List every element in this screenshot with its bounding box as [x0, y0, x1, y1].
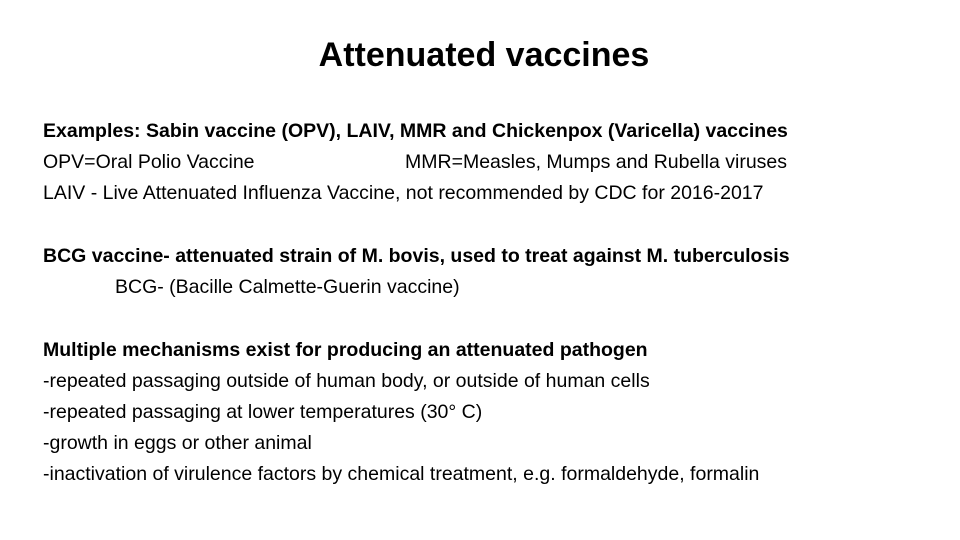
mmr-definition: MMR=Measles, Mumps and Rubella viruses [405, 151, 788, 173]
examples-section [43, 116, 788, 209]
examples-line: Examples: Sabin vaccine (OPV), LAIV, MMR and Chickenpox (Varicella) vaccines [43, 120, 788, 142]
slide-title: Attenuated vaccines [318, 36, 650, 74]
bcg-section [43, 241, 790, 303]
laiv-definition: LAIV - Live Attenuated Influenza Vaccine, not recommended by CDC for 2016-2017 [43, 182, 764, 204]
abbreviation-row [43, 147, 788, 178]
mechanism-item: -repeated passaging at lower temperatures (30° C) [43, 401, 483, 423]
bcg-heading: BCG vaccine- attenuated strain of M. bovis, used to treat against M. tuberculosis [43, 245, 790, 267]
opv-definition: OPV=Oral Polio Vaccine [43, 151, 255, 173]
mechanisms-heading: Multiple mechanisms exist for producing an attenuated pathogen [43, 339, 648, 361]
mechanism-item: -inactivation of virulence factors by chemical treatment, e.g. formaldehyde, formalin [43, 463, 760, 485]
bcg-expansion: BCG- (Bacille Calmette-Guerin vaccine) [115, 276, 460, 298]
mechanism-item: -repeated passaging outside of human body, or outside of human cells [43, 370, 650, 392]
mechanism-item: -growth in eggs or other animal [43, 432, 312, 454]
mechanisms-section [43, 335, 759, 490]
